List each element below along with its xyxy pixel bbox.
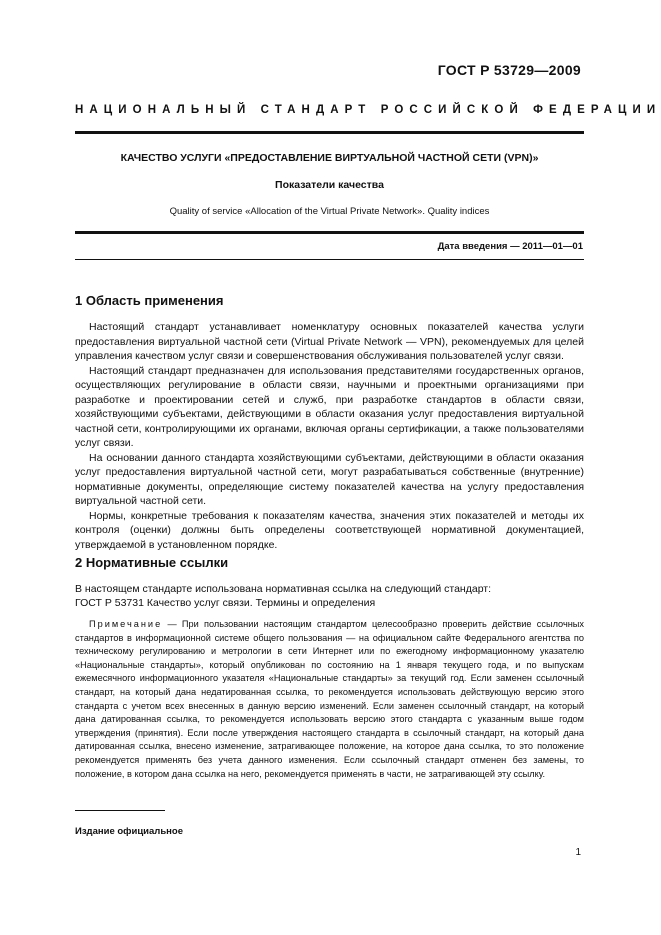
section-1-heading: 1 Область применения: [75, 293, 224, 308]
paragraph: Настоящий стандарт предназначен для использования представителями государственных органов, осуществляющих регулирование в области связи, научными и проектными организациями при разработке и проектировании сетей и служб, при разработке стандартов в области связи, хозяйствующими субъектами, действующими в области оказания услуг предоставления виртуальной частной сети, контролирующими их органами, включая органы сертификации, а также пользователями услуг связи.: [75, 364, 584, 449]
normative-reference-intro: В настоящем стандарте использована нормативная ссылка на следующий стандарт:: [75, 583, 492, 595]
date-divider: [75, 259, 584, 260]
title-divider: [75, 231, 584, 234]
footer-divider: [75, 810, 165, 811]
note-block: [75, 618, 584, 781]
section-2-heading: 2 Нормативные ссылки: [75, 555, 229, 570]
document-number: ГОСТ Р 53729—2009: [437, 62, 581, 78]
top-divider: [75, 131, 584, 134]
paragraph: Нормы, конкретные требования к показателям качества, значения этих показателей и методы их контроля (оценки) должны быть определены соответствующей нормативной документацией, утверждаемой в установленном порядке.: [75, 509, 584, 551]
english-title: Quality of service «Allocation of the Virtual Private Network». Quality indices: [169, 206, 490, 217]
section-1-body: [75, 320, 584, 552]
national-standard-heading: НАЦИОНАЛЬНЫЙ СТАНДАРТ РОССИЙСКОЙ ФЕДЕРАЦИИ: [75, 104, 661, 116]
section-2-body: [75, 582, 584, 610]
edition-label: Издание официальное: [75, 826, 183, 837]
paragraph: На основании данного стандарта хозяйствующими субъектами, действующими в области оказания услуг предоставления виртуальной частной сети, могут разрабатываться собственные (внутренние) нормативные документы, определяющие систему показателей качества на услугу предоставления виртуальной частной сети.: [75, 451, 584, 507]
introduction-date: Дата введения — 2011—01—01: [437, 241, 583, 252]
note-text: — При пользовании настоящим стандартом целесообразно проверить действие ссылочных стандартов в информационной системе общего пользования — на официальном сайте Федерального агентства по техническому регулированию и метрологии в сети Интернет или по ежегодному информационному указателю «Национальные стандарты», который опубликован по состоянию на 1 января текущего года, и по выпускам ежемесячного информационного указателя «Национальные стандарты» за текущий год. Если заменен ссылочный стандарт, на который дана недатированная ссылка, то рекомендуется использовать действующую версию этого стандарта с учетом всех внесенных в данную версию изменений. Если заменен ссылочный стандарт, на который дана датированная ссылка, то рекомендуется использовать версию этого стандарта с указанным выше годом утверждения (принятия). Если после утверждения настоящего стандарта в ссылочный стандарт, на который дана датированная ссылка, внесено изменение, затрагивающее положение, на которое дана ссылка, то это положение рекомендуется применять без учета данного изменения. Если ссылочный стандарт отменен без замены, то положение, в котором дана ссылка на него, рекомендуется применять в части, не затрагивающей эту ссылку.: [75, 619, 584, 779]
document-title: КАЧЕСТВО УСЛУГИ «ПРЕДОСТАВЛЕНИЕ ВИРТУАЛЬНОЙ ЧАСТНОЙ СЕТИ (VPN)»: [120, 152, 539, 164]
note-label: Примечание: [89, 619, 163, 629]
document-subtitle: Показатели качества: [275, 179, 384, 191]
page-number: 1: [575, 847, 581, 858]
normative-reference-item: ГОСТ Р 53731 Качество услуг связи. Термины и определения: [75, 597, 376, 609]
paragraph: Настоящий стандарт устанавливает номенклатуру основных показателей качества услуги предоставления виртуальной частной сети (Virtual Private Network — VPN), рекомендуемых для целей управления качеством услуг связи и совершенствования обслуживания пользователей услуг связи.: [75, 321, 584, 362]
